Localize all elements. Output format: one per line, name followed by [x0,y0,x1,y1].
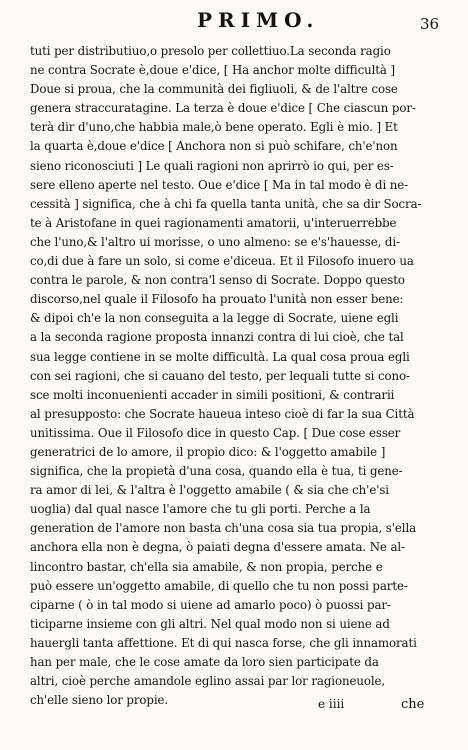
text-line: significa, che la propietà d'una cosa, quando ella è tua, ti gene- [30,464,403,479]
text-line: cessità ] significa, che à chi fa quella tanta unità, che sa dir Socra- [30,196,422,211]
text-line: a la seconda ragione proposta innanzi contra di lui cioè, che tal [30,330,404,345]
text-line: ra amor di lei, & l'altra è l'oggetto amabile ( & sia che ch'e'si [30,483,389,498]
text-line: tuti per distributiuo,o presolo per collettiuo.La seconda ragio [30,44,391,58]
text-line: co,di due à fare un solo, si come e'diceua. Et il Filosofo inuero ua [30,254,414,269]
text-line: altri, cioè perche amandole eglino assai par lor ragioneuole, [30,674,386,689]
page-number: 36 [420,15,440,33]
text-line: anchora ella non è degna, ò paiati degna d'essere amata. Ne al- [30,540,405,555]
text-line: unitissima. Oue il Filosofo dice in questo Cap. [ Due cose esser [30,425,401,440]
text-line: terà dir d'uno,che habbia male,ò bene operato. Egli è mio. ] Et [30,120,398,135]
text-line: sce molti inconuenienti accader in simili positioni, & contrarii [30,387,395,402]
text-line: sere elleno aperte nel testo. Oue e'dice [ Ma in tal modo è di ne- [30,177,409,192]
signature-mark: e iiii [318,697,345,711]
text-line: hauergli tanta affettione. Et di qui nasca forse, che gli innamorati [30,635,417,650]
text-line: uoglia) dal qual nasce l'amore che tu gli porti. Perche a la [30,502,371,517]
text-line: ne contra Socrate è,doue e'dice, [ Ha anchor molte difficultà ] [30,63,396,78]
text-line: ch'elle sieno lor propie. [30,693,169,708]
text-line: discorso,nel quale il Filosofo ha prouato l'unità non esser bene: [30,292,404,307]
text-line: generatrici de lo amore, il propio dico: & l'oggetto amabile ] [30,444,386,459]
text-line: te à Aristofane in quei ragionamenti amatorii, u'interuerrebbe [30,215,397,230]
text-line: han per male, che le cose amate da loro sien participate da [30,655,379,669]
text-line: con sei ragioni, che si cauano del testo, per lequali tutte si cono- [30,368,410,383]
text-line: & dipoi ch'e la non conseguita a la legge di Socrate, uiene egli [30,311,399,326]
text-line: genera straccuratagine. La terza è doue e'dice [ Che ciascun por- [30,101,416,116]
text-line: sua legge contiene in se molte difficultà. La qual cosa proua egli [30,349,410,364]
text-line: sieno riconosciuti ] Le quali ragioni non aprirrò io qui, per es- [30,158,394,173]
page-footer [0,697,468,721]
text-line: che l'uno,& l'altro ui morisse, o uno almeno: se e's'hauesse, di- [30,234,400,249]
text-line: contra le parole, & non contra'l senso di Socrate. Doppo questo [30,273,405,288]
text-line: la quarta è,doue e'dice [ Anchora non si può schifare, ch'e'non [30,139,398,154]
text-line: al presupposto: che Socrate haueua inteso cioè di far la sua Città [30,406,415,421]
text-line: può essere un'oggetto amabile, di quello che tu non possi parte- [30,578,408,593]
text-line: ticiparne insieme con gli altri. Nel qual modo non si uiene ad [30,616,390,631]
text-line: Doue si proua, che la communità dei figliuoli, & de l'altre cose [30,82,398,97]
page-title: PRIMO. [197,8,320,32]
catchword: che [401,697,425,712]
text-line: lincontro bastar, ch'ella sia amabile, & non propia, perche e [30,559,383,574]
body-text [30,42,434,710]
text-line: ciparne ( ò in tal modo si uiene ad amarlo poco) ò puossi par- [30,597,391,612]
running-head [0,8,468,36]
text-line: generation de l'amore non basta ch'una cosa sia tua propia, s'ella [30,521,417,536]
